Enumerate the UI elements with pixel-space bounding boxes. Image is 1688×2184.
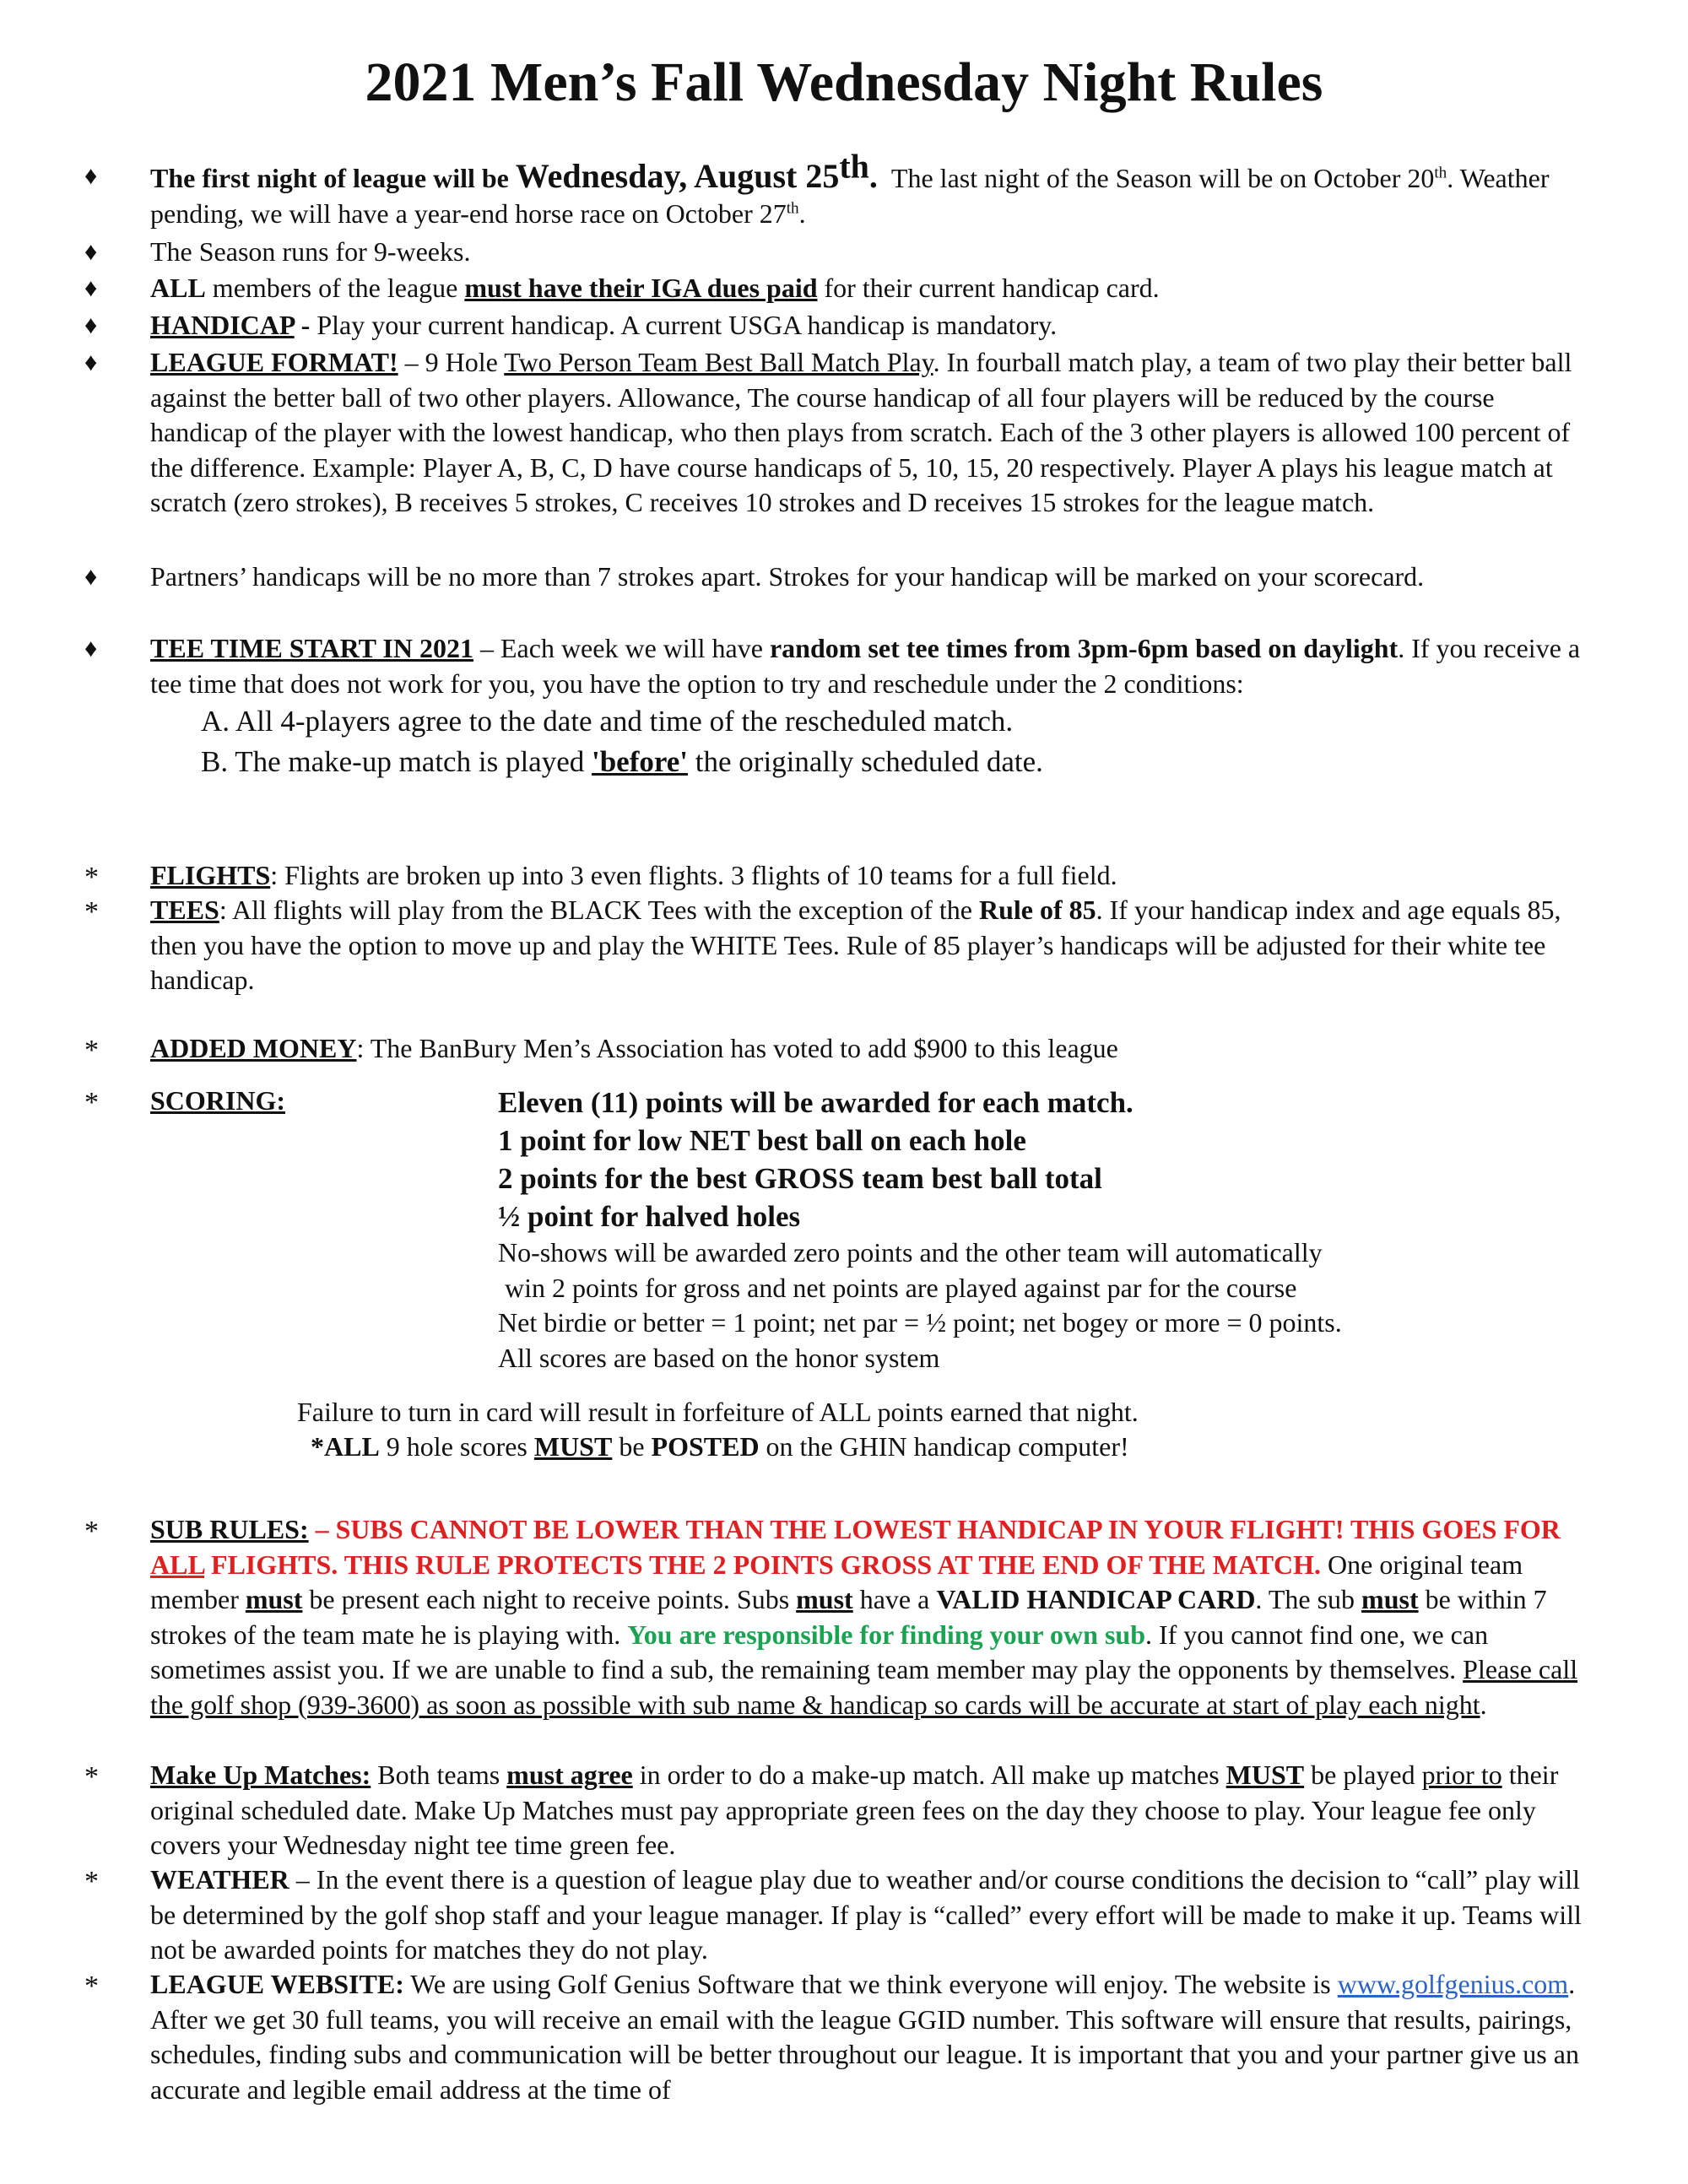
makeup-text-g: their original scheduled date. Make Up Matches must pay appropriate green fees on the day they choose to play. Your league fee only covers your Wednesday night tee time green fee. [150,1760,1559,1860]
tee-time-random: random set tee times from 3pm-6pm based on daylight [769,633,1399,663]
handicap-dash: - [294,310,317,340]
sub-text-4: . The sub [1255,1584,1362,1614]
sub-responsible: You are responsible for finding your own sub [627,1619,1145,1650]
sub-must-1: must [245,1584,303,1614]
dues-members: members of the league [212,273,458,303]
format-hole: – 9 Hole [398,347,505,377]
sub-warning-end: FLIGHTS. THIS RULE PROTECTS THE 2 POINTS GROSS AT THE END OF THE MATCH. [204,1549,1322,1580]
makeup-text-e: be played [1304,1760,1422,1790]
posting-holes: 9 hole scores [379,1431,534,1462]
rule-tee-time [84,631,1587,701]
sub-text-7: . [1480,1689,1487,1720]
first-night-date-end: . [868,157,878,195]
posting-be: be [612,1431,652,1462]
sub-text-2: be present each night to receive points. Subs [302,1584,797,1614]
weather-text: – In the event there is a question of league play due to weather and/or course conditions the decision to “call” play will be determined by the golf shop staff and your league manager. If play is “called” every effort will be made to make it up. Teams will not be awarded points for matches they do not play. [150,1864,1582,1965]
asterisk-bullet-icon: * [84,896,99,927]
partners-text: Partners’ handicaps will be no more than 7 strokes apart. Strokes for your handicap will be marked on your scorecard. [150,561,1425,592]
makeup-label: Make Up Matches: [150,1760,371,1790]
website-text-a: We are using Golf Genius Software that we think everyone will enjoy. The website is [403,1969,1338,1999]
dues-must-pay: must have their IGA dues paid [464,273,818,303]
condition-b-before: 'before' [591,745,689,778]
tee-time-label: TEE TIME START IN 2021 [150,633,473,663]
first-night-date-sup: th [839,147,869,186]
rule-weather [84,1862,1587,1968]
scoring-details [498,1084,1511,1376]
handicap-text: Play your current handicap. A current USGA handicap is mandatory. [316,310,1058,340]
rule-make-up [84,1758,1587,1863]
rule-website [84,1967,1587,2107]
horse-race-sup: th [786,198,799,217]
asterisk-bullet-icon: * [84,1516,99,1547]
posting-must: MUST [533,1431,613,1462]
format-type: Two Person Team Best Ball Match Play [504,347,933,377]
sub-text-5: be within 7 strokes of the team mate he is playing with. [150,1584,1547,1650]
first-night-date: Wednesday, August 25 [515,157,840,195]
makeup-text-c: in order to do a make-up match. All make up matches [632,1760,1226,1790]
asterisk-bullet-icon: * [84,862,99,893]
scoring-no-shows: No-shows will be awarded zero points and the other team will automatically [498,1237,1323,1268]
tees-label: TEES [150,895,219,925]
posting-all: *ALL [311,1431,380,1462]
rule-handicap [84,308,1587,343]
sub-must-3: must [1361,1584,1419,1614]
asterisk-bullet-icon: * [84,1970,99,2002]
diamond-bullet-icon: ♦ [84,238,98,266]
sub-must-2: must [796,1584,853,1614]
diamond-bullet-icon: ♦ [84,349,98,376]
makeup-must: MUST [1225,1760,1305,1790]
sub-valid-card: VALID HANDICAP CARD [936,1584,1256,1614]
tee-time-intro: – Each week we will have [473,633,770,663]
condition-b [201,742,1043,782]
tees-rule-85: Rule of 85 [978,895,1096,925]
rule-tees [84,893,1587,998]
condition-b-end: the originally scheduled date. [688,745,1043,778]
scoring-label: SCORING: [150,1085,286,1116]
website-label: LEAGUE WEBSITE: [150,1969,404,1999]
tee-time-text: . If you receive a tee time that does not work for you, you have the option to try and reschedule under the 2 conditions: [150,633,1581,699]
golfgenius-link[interactable]: www.golfgenius.com [1337,1969,1569,1999]
sub-call-shop: Please call the golf shop (939-3600) as soon as possible with sub name & handicap so cards will be accurate at start of play each night [150,1654,1578,1720]
rule-league-format [84,345,1587,521]
makeup-prior-to: prior to [1421,1760,1502,1790]
sub-label: SUB RULES: [150,1514,309,1544]
rule-partners [84,560,1587,595]
scoring-points-total: Eleven (11) points will be awarded for each match. [498,1086,1133,1119]
sub-text-3: have a [852,1584,937,1614]
sub-warning-all: ALL [150,1549,205,1580]
rule-scoring [84,1084,1587,1373]
condition-a: A. All 4-players agree to the date and time of the rescheduled match. [201,705,1014,738]
rule-flights [84,858,1587,894]
sub-text-1: One original team member [150,1549,1523,1614]
failure-note: Failure to turn in card will result in forfeiture of ALL points earned that night. [297,1397,1139,1427]
makeup-must-agree: must agree [506,1760,633,1790]
flights-label: FLIGHTS [150,860,271,890]
handicap-label: HANDICAP [150,310,295,340]
tees-text-b: . If your handicap index and age equals 85, then you have the option to move up and play the WHITE Tees. Rule of 85 player’s handicaps will be adjusted for their white tee handicap. [150,895,1561,995]
asterisk-bullet-icon: * [84,1761,99,1792]
last-night-sup: th [1434,164,1447,182]
tee-time-conditions [201,701,1043,782]
rule-dues [84,271,1587,306]
diamond-bullet-icon: ♦ [84,162,98,190]
first-night-lead: The first night of league will be [150,163,509,193]
scoring-halved: ½ point for halved holes [498,1200,801,1233]
scoring-net-point: 1 point for low NET best ball on each hole [498,1124,1026,1157]
format-label: LEAGUE FORMAT! [150,347,398,377]
flights-text: : Flights are broken up into 3 even flights. 3 flights of 10 teams for a full field. [270,860,1117,890]
money-label: ADDED MONEY [150,1033,357,1063]
scoring-net-values: Net birdie or better = 1 point; net par = ½ point; net bogey or more = 0 points. [498,1307,1342,1338]
sub-warning: – SUBS CANNOT BE LOWER THAN THE LOWEST HANDICAP IN YOUR FLIGHT! THIS GOES FOR [308,1514,1561,1544]
makeup-text-a: Both teams [371,1760,507,1790]
horse-race-text: . Weather pending, we will have a year-end horse race on October 27 [150,163,1550,229]
horse-race-end: . [798,197,806,229]
diamond-bullet-icon: ♦ [84,563,98,591]
season-text: The Season runs for 9-weeks. [150,236,471,267]
rule-first-night [84,147,1587,231]
condition-b-text: B. The make-up match is played [201,745,592,778]
posting-ghin: on the GHIN handicap computer! [759,1431,1129,1462]
tees-text-a: : All flights will play from the BLACK Tees with the exception of the [219,895,979,925]
scoring-gross-points: 2 points for the best GROSS team best ball total [498,1162,1102,1195]
posting-posted: POSTED [651,1431,760,1462]
dues-all: ALL [150,273,206,303]
rule-sub [84,1512,1587,1722]
asterisk-bullet-icon: * [84,1866,99,1897]
page-title: 2021 Men’s Fall Wednesday Night Rules [365,51,1323,113]
scoring-honor: All scores are based on the honor system [498,1342,940,1373]
format-text: . In fourball match play, a team of two play their better ball against the better ball of two other players. Allowance, The course handicap of all four players will be reduced by the course handicap of the player with the lowest handicap, who then plays from scratch. Each of the 3 other players is allowed 100 percent of the difference. Example: Player A, B, C, D have course handicaps of 5, 10, 15, 20 respectively. Player A plays his league match at scratch (zero strokes), B receives 5 strokes, C receives 10 strokes and D receives 15 strokes for the league match. [150,347,1572,517]
asterisk-bullet-icon: * [84,1087,99,1118]
posting-note [311,1430,1492,1465]
scoring-win-gross: win 2 points for gross and net points are played against par for the course [498,1272,1297,1303]
dues-end: for their current handicap card. [824,273,1160,303]
last-night-text: The last night of the Season will be on October 20 [890,163,1435,193]
rule-season [84,235,1587,270]
money-text: : The BanBury Men’s Association has voted to add $900 to this league [356,1033,1118,1063]
rule-added-money [84,1031,1587,1067]
website-text-b: . After we get 30 full teams, you will receive an email with the league GGID number. This software will ensure that results, pairings, schedules, finding subs and communication will be better throughout our league. It is important that you and your partner give us an accurate and legible email address at the time of [150,1969,1579,2105]
diamond-bullet-icon: ♦ [84,311,98,339]
asterisk-bullet-icon: * [84,1035,99,1066]
diamond-bullet-icon: ♦ [84,274,98,302]
diamond-bullet-icon: ♦ [84,635,98,662]
sub-text-6: . If you cannot find one, we can sometimes assist you. If we are unable to find a sub, the remaining team member may play the opponents by themselves. [150,1619,1489,1684]
weather-label: WEATHER [150,1864,289,1895]
